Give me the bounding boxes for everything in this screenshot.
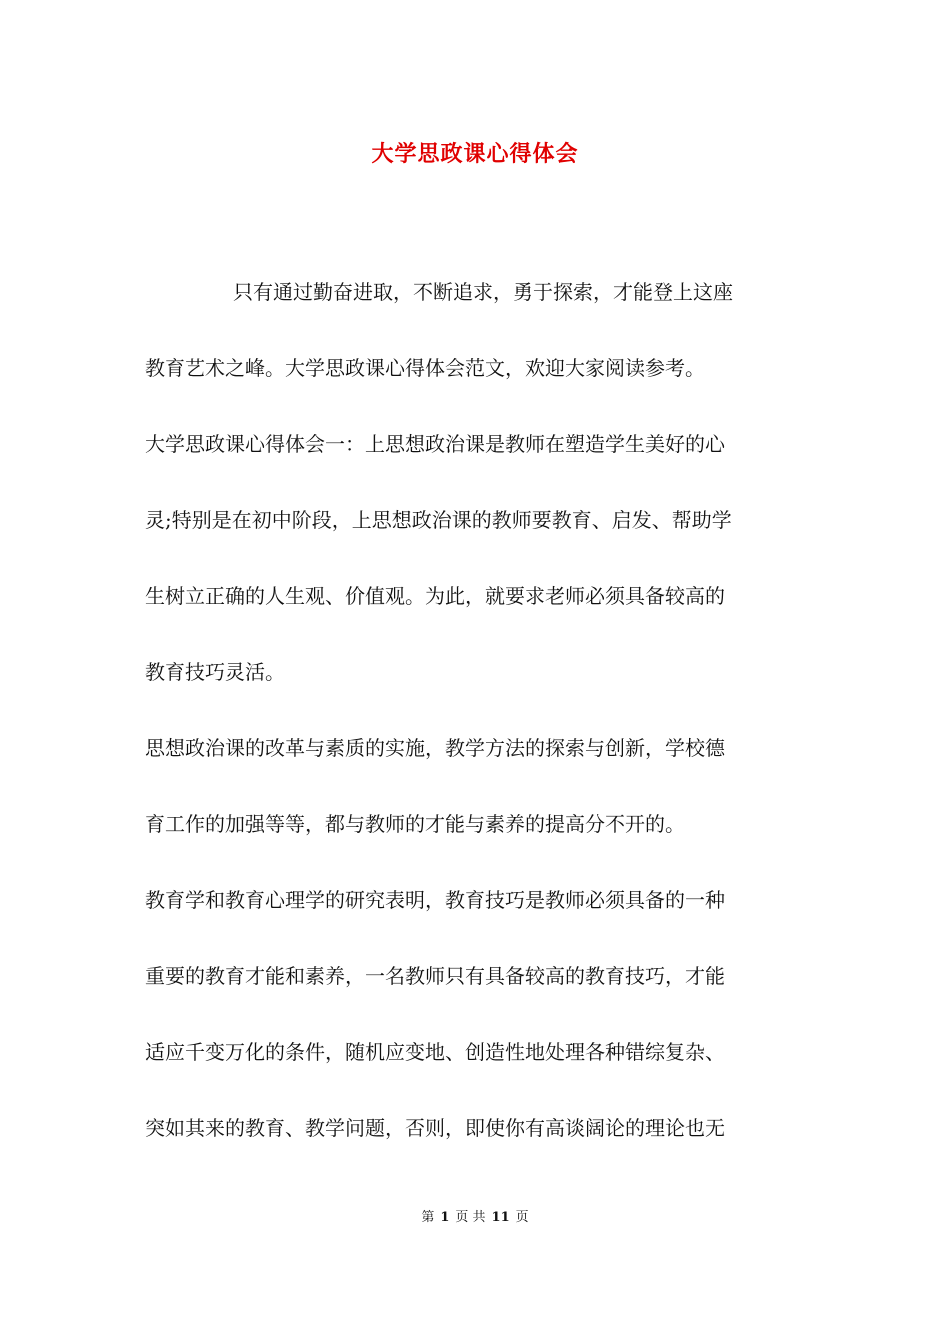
paragraph-line: 教育技巧灵活。 (145, 660, 285, 684)
footer-middle: 页 共 (455, 1210, 486, 1225)
paragraph-line: 适应千变万化的条件，随机应变地、创造性地处理各种错综复杂、 (145, 1040, 725, 1064)
page-footer (0, 1208, 950, 1228)
document-title: 大学思政课心得体会 (371, 141, 579, 167)
footer-prefix: 第 (421, 1210, 435, 1225)
paragraph-line: 只有通过勤奋进取，不断追求，勇于探索，才能登上这座 (233, 280, 733, 304)
footer-total-pages: 11 (491, 1210, 510, 1225)
paragraph-line: 育工作的加强等等，都与教师的才能与素养的提高分不开的。 (145, 812, 685, 836)
footer-page-number: 1 (440, 1210, 450, 1225)
paragraph-line: 生树立正确的人生观、价值观。为此，就要求老师必须具备较高的 (145, 584, 725, 608)
paragraph-line: 灵;特别是在初中阶段，上思想政治课的教师要教育、启发、帮助学 (145, 508, 732, 532)
paragraph-line: 大学思政课心得体会一：上思想政治课是教师在塑造学生美好的心 (145, 432, 725, 456)
paragraph-line: 突如其来的教育、教学问题，否则，即使你有高谈阔论的理论也无 (145, 1116, 725, 1140)
paragraph-line: 重要的教育才能和素养，一名教师只有具备较高的教育技巧，才能 (145, 964, 725, 988)
paragraph-line: 教育学和教育心理学的研究表明，教育技巧是教师必须具备的一种 (145, 888, 725, 912)
document-body (145, 274, 810, 1186)
paragraph-line: 教育艺术之峰。大学思政课心得体会范文，欢迎大家阅读参考。 (145, 356, 705, 380)
paragraph-line: 思想政治课的改革与素质的实施，教学方法的探索与创新，学校德 (145, 736, 725, 760)
footer-suffix: 页 (515, 1210, 529, 1225)
